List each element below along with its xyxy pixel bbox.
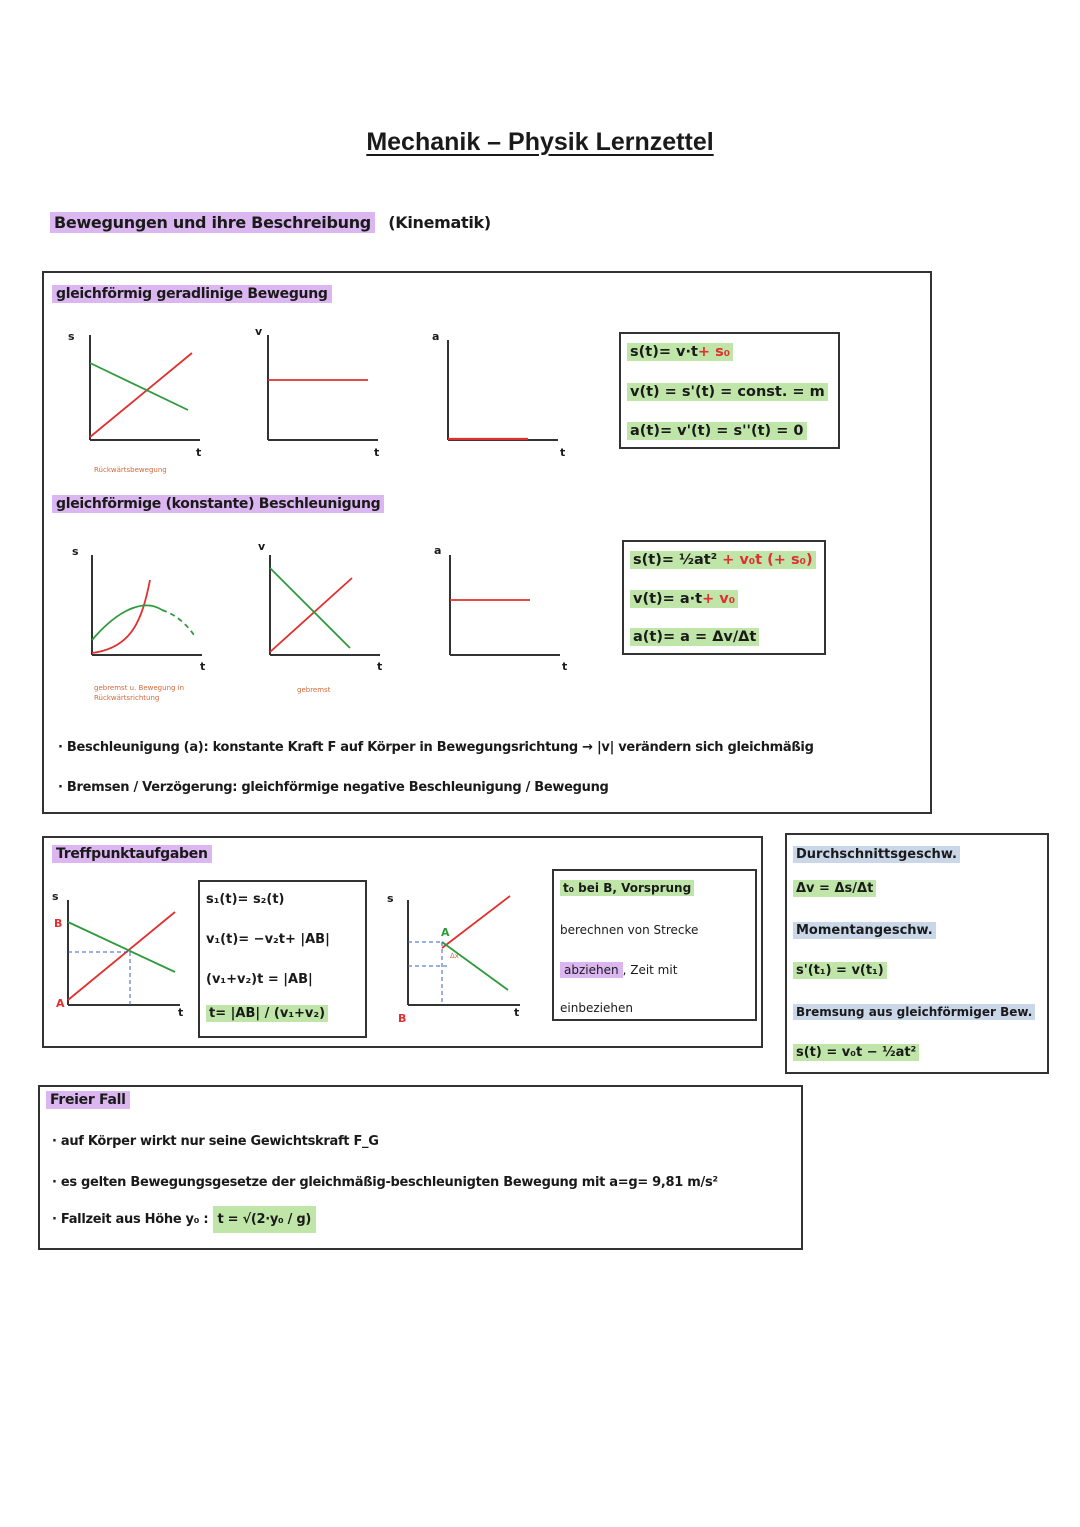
meeting-note-box: t₀ bei B, Vorsprung berechnen von Strecke abziehen , Zeit mit einbeziehen (552, 869, 757, 1021)
graph-v-t-uniform (240, 325, 400, 465)
green-line (90, 363, 188, 410)
page-title: Mechanik – Physik Lernzettel (366, 128, 714, 156)
red-line (90, 353, 192, 437)
graph-a-t-accelerated (422, 540, 582, 680)
t-label: t (178, 1006, 184, 1019)
graph-s-t-accelerated (62, 540, 222, 680)
s-label: s (387, 892, 394, 905)
graph-meeting-2 (380, 890, 540, 1020)
freefall-bullet-3: · Fallzeit aus Höhe y₀ : t = √(2·y₀ / g) (52, 1212, 316, 1227)
green-line (270, 568, 350, 648)
accelerated-heading: gleichförmige (konstante) Beschleunigung (52, 496, 384, 512)
speed-box: Durchschnittsgeschw. Δv = Δs/Δt Momentangeschw. s'(t₁) = v(t₁) Bremsung aus gleichförmiger Bew. s(t) = v₀t − ½at² (785, 833, 1049, 1074)
t-label: t (196, 446, 202, 459)
freefall-bullet-1: · auf Körper wirkt nur seine Gewichtskraft F_G (52, 1134, 379, 1149)
t-label: t (374, 446, 380, 459)
v-label: v (258, 540, 266, 553)
freefall-heading: Freier Fall (46, 1092, 130, 1108)
point-b-label: B (398, 1012, 407, 1025)
point-a-label: A (56, 997, 65, 1010)
formula-box-uniform: s(t)= v·t+ s₀ v(t) = s'(t) = const. = m a(t)= v'(t) = s''(t) = 0 (619, 332, 840, 449)
green-line (442, 942, 508, 990)
graph-v-t-accelerated (242, 540, 402, 680)
graph-note-1: gebremst u. Bewegung in Rückwärtsrichtung (94, 684, 185, 702)
t-label: t (560, 446, 566, 459)
point-b-label: B (54, 917, 63, 930)
a-label: a (434, 544, 442, 557)
red-line (68, 912, 175, 1000)
meeting-formula-box: s₁(t)= s₂(t) v₁(t)= −v₂t+ |AB| (v₁+v₂)t = |AB| t= |AB| / (v₁+v₂) (198, 880, 367, 1038)
v-label: v (255, 325, 263, 338)
t-label: t (377, 660, 383, 673)
uniform-heading: gleichförmig geradlinige Bewegung (52, 286, 332, 302)
graph-note: Rückwärtsbewegung (94, 466, 167, 474)
t-label: t (514, 1006, 520, 1019)
green-curve (92, 605, 162, 640)
a-label: a (432, 330, 440, 343)
kinematics-heading: Bewegungen und ihre Beschreibung (Kinematik) (50, 213, 491, 232)
t-label: t (200, 660, 206, 673)
bullet-acceleration: · Beschleunigung (a): konstante Kraft F auf Körper in Bewegungsrichtung → |v| verändern sich gleichmäßig (58, 740, 814, 755)
delta-x-label: Δx (450, 952, 459, 960)
red-line (442, 896, 510, 948)
s-label: s (72, 545, 79, 558)
meeting-heading: Treffpunktaufgaben (52, 846, 212, 862)
point-a-label: A (441, 926, 450, 939)
graph-s-t-uniform (60, 325, 220, 465)
graph-a-t-uniform (420, 325, 580, 465)
graph-note-2: gebremst (297, 686, 331, 694)
red-parabola (92, 580, 150, 653)
formula-box-accelerated: s(t)= ½at² + v₀t (+ s₀) v(t)= a·t+ v₀ a(t)= a = Δv/Δt (622, 540, 826, 655)
bullet-braking: · Bremsen / Verzögerung: gleichförmige negative Beschleunigung / Bewegung (58, 780, 609, 795)
freefall-bullet-2: · es gelten Bewegungsgesetze der gleichmäßig-beschleunigten Bewegung mit a=g= 9,81 m/s² (52, 1175, 718, 1190)
t-label: t (562, 660, 568, 673)
s-label: s (52, 890, 59, 903)
red-line (270, 578, 352, 652)
s-label: s (68, 330, 75, 343)
green-line (68, 922, 175, 972)
